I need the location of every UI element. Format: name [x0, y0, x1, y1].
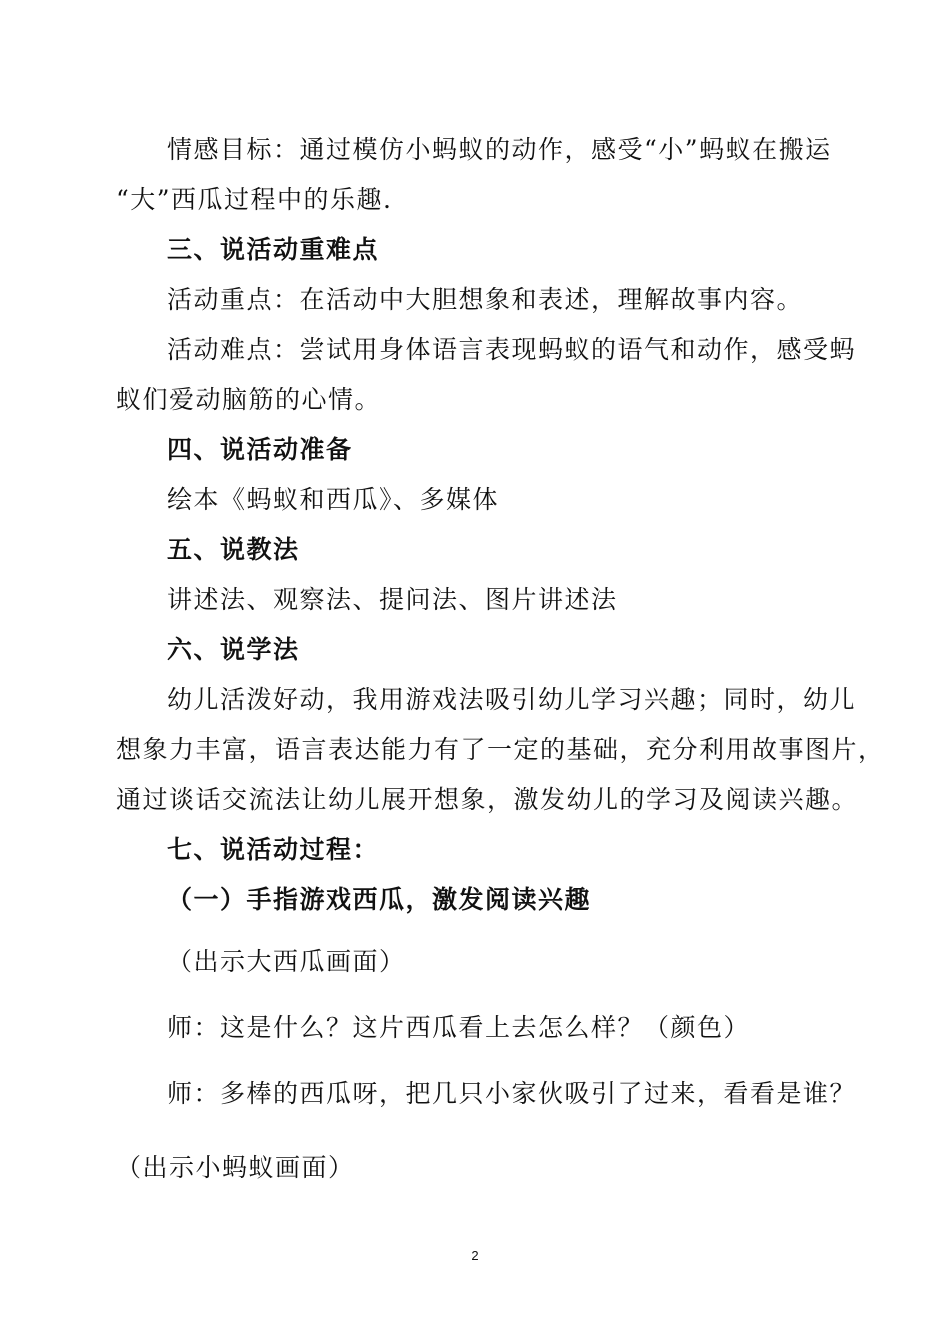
paragraph-line-emotion-goal-cont: “大”西瓜过程中的乐趣. — [116, 185, 393, 214]
section-heading-preparation: 四、说活动准备 — [167, 435, 353, 464]
stage-direction-show-ants: （出示小蚂蚁画面） — [116, 1153, 355, 1182]
stage-direction-show-watermelon: （出示大西瓜画面） — [167, 947, 406, 976]
section-heading-learning-method: 六、说学法 — [167, 635, 300, 664]
section-heading-key-points: 三、说活动重难点 — [167, 235, 380, 264]
paragraph-line-key-point: 活动重点：在活动中大胆想象和表述，理解故事内容。 — [167, 285, 804, 314]
paragraph-line-emotion-goal: 情感目标：通过模仿小蚂蚁的动作，感受“小”蚂蚁在搬运 — [167, 135, 832, 164]
subsection-heading-finger-game: （一）手指游戏西瓜，激发阅读兴趣 — [167, 885, 592, 914]
paragraph-line-preparation: 绘本《蚂蚁和西瓜》、多媒体 — [167, 485, 500, 514]
paragraph-line-difficulty: 活动难点：尝试用身体语言表现蚂蚁的语气和动作，感受蚂 — [167, 335, 857, 364]
section-heading-process: 七、说活动过程： — [167, 835, 380, 864]
page-number: 2 — [471, 1248, 479, 1263]
paragraph-line-learning-method-cont: 想象力丰富，语言表达能力有了一定的基础，充分利用故事图片， — [116, 735, 885, 764]
dialogue-line-teacher-1: 师：这是什么？这片西瓜看上去怎么样？（颜色） — [167, 1013, 751, 1042]
paragraph-line-learning-method: 幼儿活泼好动，我用游戏法吸引幼儿学习兴趣；同时，幼儿 — [167, 685, 857, 714]
paragraph-line-difficulty-cont: 蚁们爱动脑筋的心情。 — [116, 385, 382, 414]
section-heading-teaching-method: 五、说教法 — [167, 535, 300, 564]
paragraph-line-learning-method-cont2: 通过谈话交流法让幼儿展开想象，激发幼儿的学习及阅读兴趣。 — [116, 785, 859, 814]
paragraph-line-teaching-method: 讲述法、观察法、提问法、图片讲述法 — [167, 585, 618, 614]
dialogue-line-teacher-2: 师：多棒的西瓜呀，把几只小家伙吸引了过来，看看是谁？ — [167, 1079, 857, 1108]
